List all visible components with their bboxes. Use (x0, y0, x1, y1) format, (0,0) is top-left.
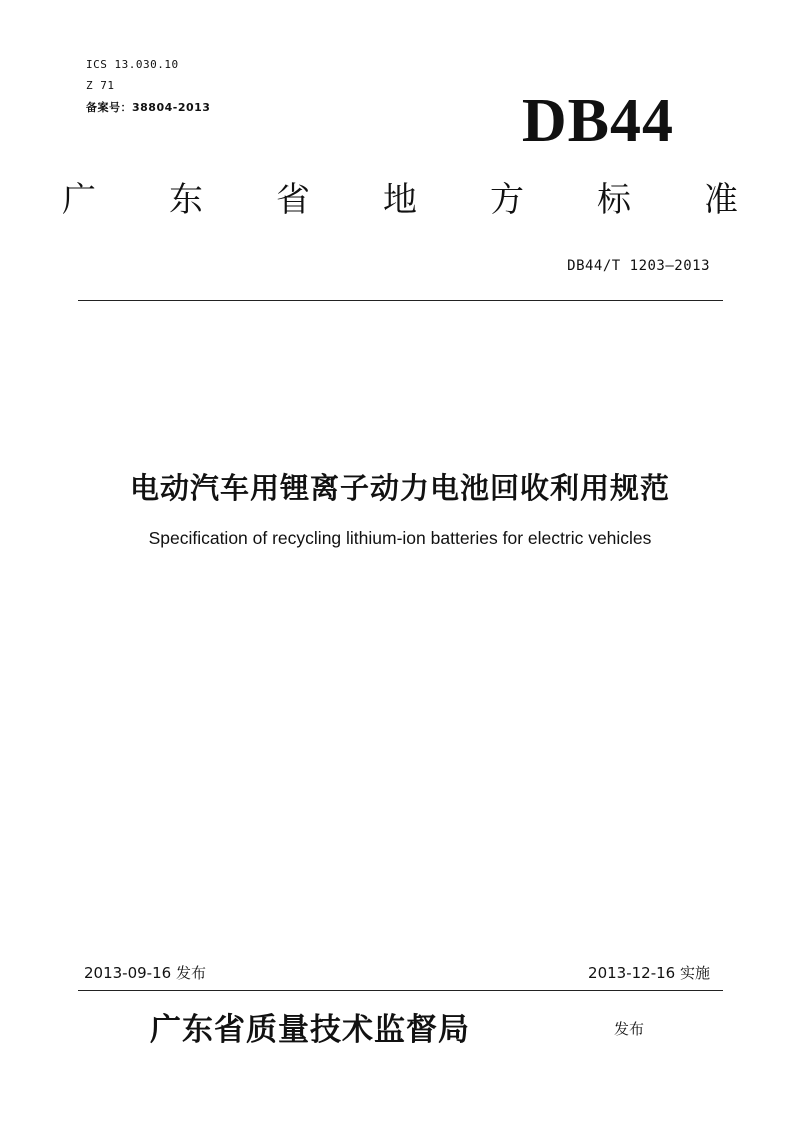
standard-mark: DB44 (521, 87, 674, 155)
standard-type-char: 标 (597, 180, 631, 220)
standard-type-char: 东 (169, 180, 203, 220)
standard-type-char: 广 (62, 180, 96, 220)
document-title-english: Specification of recycling lithium-ion batteries for electric vehicles (148, 528, 652, 548)
filing-number: 备案号：38804-2013 (86, 101, 211, 114)
bottom-divider (78, 990, 723, 991)
ics-code: ICS 13.030.10 (86, 58, 179, 71)
issuing-authority-suffix: 发布 (614, 1020, 645, 1038)
issue-date: 2013-09-16 发布 (84, 964, 206, 982)
top-divider (78, 300, 723, 301)
standard-type-char: 地 (383, 180, 417, 220)
issuing-authority: 广东省质量技术监督局 (150, 1012, 470, 1048)
standard-number: DB44/T 1203—2013 (567, 258, 710, 274)
standard-type-title (62, 178, 738, 222)
document-title-chinese: 电动汽车用锂离子动力电池回收利用规范 (129, 471, 670, 505)
standard-type-char: 准 (704, 180, 738, 220)
ccs-code: Z 71 (86, 79, 115, 92)
standard-type-char: 方 (490, 180, 524, 220)
implementation-date: 2013-12-16 实施 (588, 964, 710, 982)
standard-type-char: 省 (276, 180, 310, 220)
